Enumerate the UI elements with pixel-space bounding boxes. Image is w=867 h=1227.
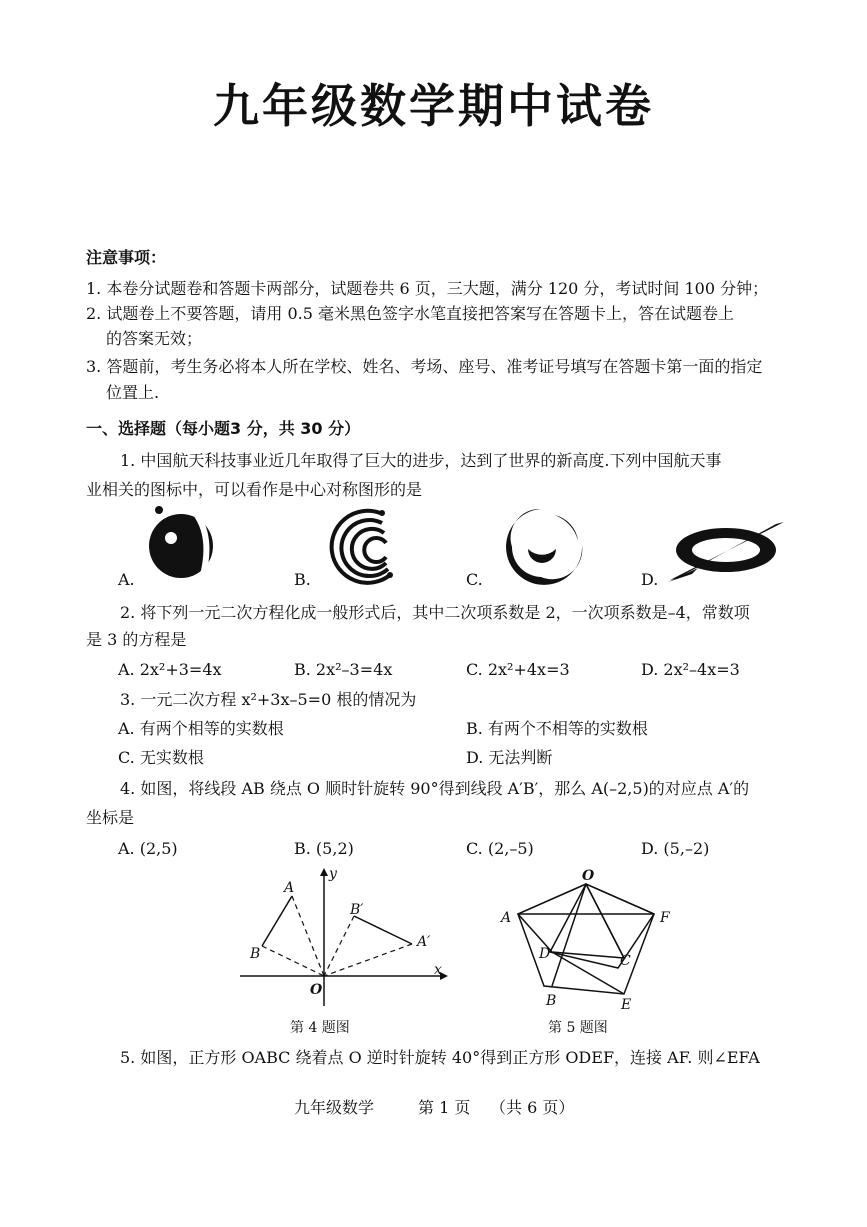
section-heading: 一、选择题（每小题3 分，共 30 分） xyxy=(86,419,361,438)
footer-total-pages: （共 6 页） xyxy=(490,1098,575,1117)
figure-5-diagram xyxy=(500,876,680,1006)
notice-item-2: 2. 试题卷上不要答题，请用 0.5 毫米黑色签字水笔直接把答案写在答题卡上，答在试题卷上 xyxy=(86,304,734,323)
q1-text-line2: 业相关的图标中，可以看作是中心对称图形的是 xyxy=(86,480,423,499)
q1-option-d: D. xyxy=(641,570,659,589)
notice-item-3-cont: 位置上. xyxy=(106,383,160,402)
q2-text-line2: 是 3 的方程是 xyxy=(86,630,187,649)
segment-ab xyxy=(262,896,292,946)
footer-page: 第 1 页 xyxy=(418,1098,471,1117)
fig4-label-b-prime: B′ xyxy=(350,902,364,918)
footer-subject: 九年级数学 xyxy=(294,1098,375,1117)
q2-option-b: B. 2x²–3=4x xyxy=(294,660,393,679)
fig5-label-o: O xyxy=(582,868,595,884)
fig5-caption: 第 5 题图 xyxy=(548,1020,608,1036)
q4-option-a: A. (2,5) xyxy=(118,839,178,858)
q1-option-c: C. xyxy=(466,570,483,589)
notice-item-3: 3. 答题前，考生务必将本人所在学校、姓名、考场、座号、准考证号填写在答题卡第一面的指定 xyxy=(86,357,763,376)
q3-option-c: C. 无实数根 xyxy=(118,748,204,767)
fig4-label-x: x xyxy=(434,962,442,978)
square-oabc xyxy=(518,884,624,958)
q2-text-line1: 2. 将下列一元二次方程化成一般形式后，其中二次项系数是 2，一次项系数是–4，常数项 xyxy=(120,603,750,622)
fig5-label-a: A xyxy=(501,910,512,926)
q1-option-a: A. xyxy=(118,570,135,589)
segment-a2b2 xyxy=(354,916,412,944)
fig5-label-c: C xyxy=(620,953,631,969)
q2-option-a: A. 2x²+3=4x xyxy=(118,660,222,679)
fig4-label-a: A xyxy=(284,880,295,896)
fig5-label-b: B xyxy=(546,993,557,1009)
fig4-label-o: O xyxy=(310,982,323,998)
q4-option-d: D. (5,–2) xyxy=(641,839,710,858)
page-title: 九年级数学期中试卷 xyxy=(213,79,654,133)
fig5-label-f: F xyxy=(660,910,670,926)
q4-text-line1: 4. 如图，将线段 AB 绕点 O 顺时针旋转 90°得到线段 A′B′，那么 A(–2,5)的对应点 A′的 xyxy=(120,779,750,798)
q1-text-line1: 1. 中国航天科技事业近几年取得了巨大的进步，达到了世界的新高度.下列中国航天事 xyxy=(120,451,722,470)
q2-option-d: D. 2x²–4x=3 xyxy=(641,660,740,679)
q1-icon-b xyxy=(330,503,410,585)
q1-option-b: B. xyxy=(294,570,311,589)
notice-heading: 注意事项： xyxy=(86,248,167,267)
q3-option-a: A. 有两个相等的实数根 xyxy=(118,719,284,738)
fig4-caption: 第 4 题图 xyxy=(290,1020,350,1036)
fig4-label-a-prime: A′ xyxy=(417,934,431,950)
q3-option-d: D. 无法判断 xyxy=(466,748,553,767)
outer-pentagon xyxy=(518,884,654,994)
fig5-label-e: E xyxy=(621,997,632,1013)
q1-icon-d xyxy=(668,520,786,582)
q1-icon-a xyxy=(145,506,225,586)
q1-icon-c xyxy=(498,505,584,587)
q3-text-line1: 3. 一元二次方程 x²+3x–5=0 根的情况为 xyxy=(120,690,417,709)
fig5-label-d: D xyxy=(539,946,551,962)
q2-option-c: C. 2x²+4x=3 xyxy=(466,660,570,679)
q5-text-line1: 5. 如图，正方形 OABC 绕着点 O 逆时针旋转 40°得到正方形 ODEF，连接 AF. 则∠EFA xyxy=(120,1048,760,1067)
q4-text-line2: 坐标是 xyxy=(86,808,135,827)
q4-option-b: B. (5,2) xyxy=(294,839,354,858)
q4-option-c: C. (2,–5) xyxy=(466,839,534,858)
notice-item-2-cont: 的答案无效； xyxy=(106,329,203,348)
q3-option-b: B. 有两个不相等的实数根 xyxy=(466,719,648,738)
fig4-label-b: B xyxy=(250,946,261,962)
fig4-label-y: y xyxy=(329,866,337,882)
notice-item-1: 1. 本卷分试题卷和答题卡两部分，试题卷共 6 页，三大题，满分 120 分，考试时间 100 分钟； xyxy=(86,279,769,298)
